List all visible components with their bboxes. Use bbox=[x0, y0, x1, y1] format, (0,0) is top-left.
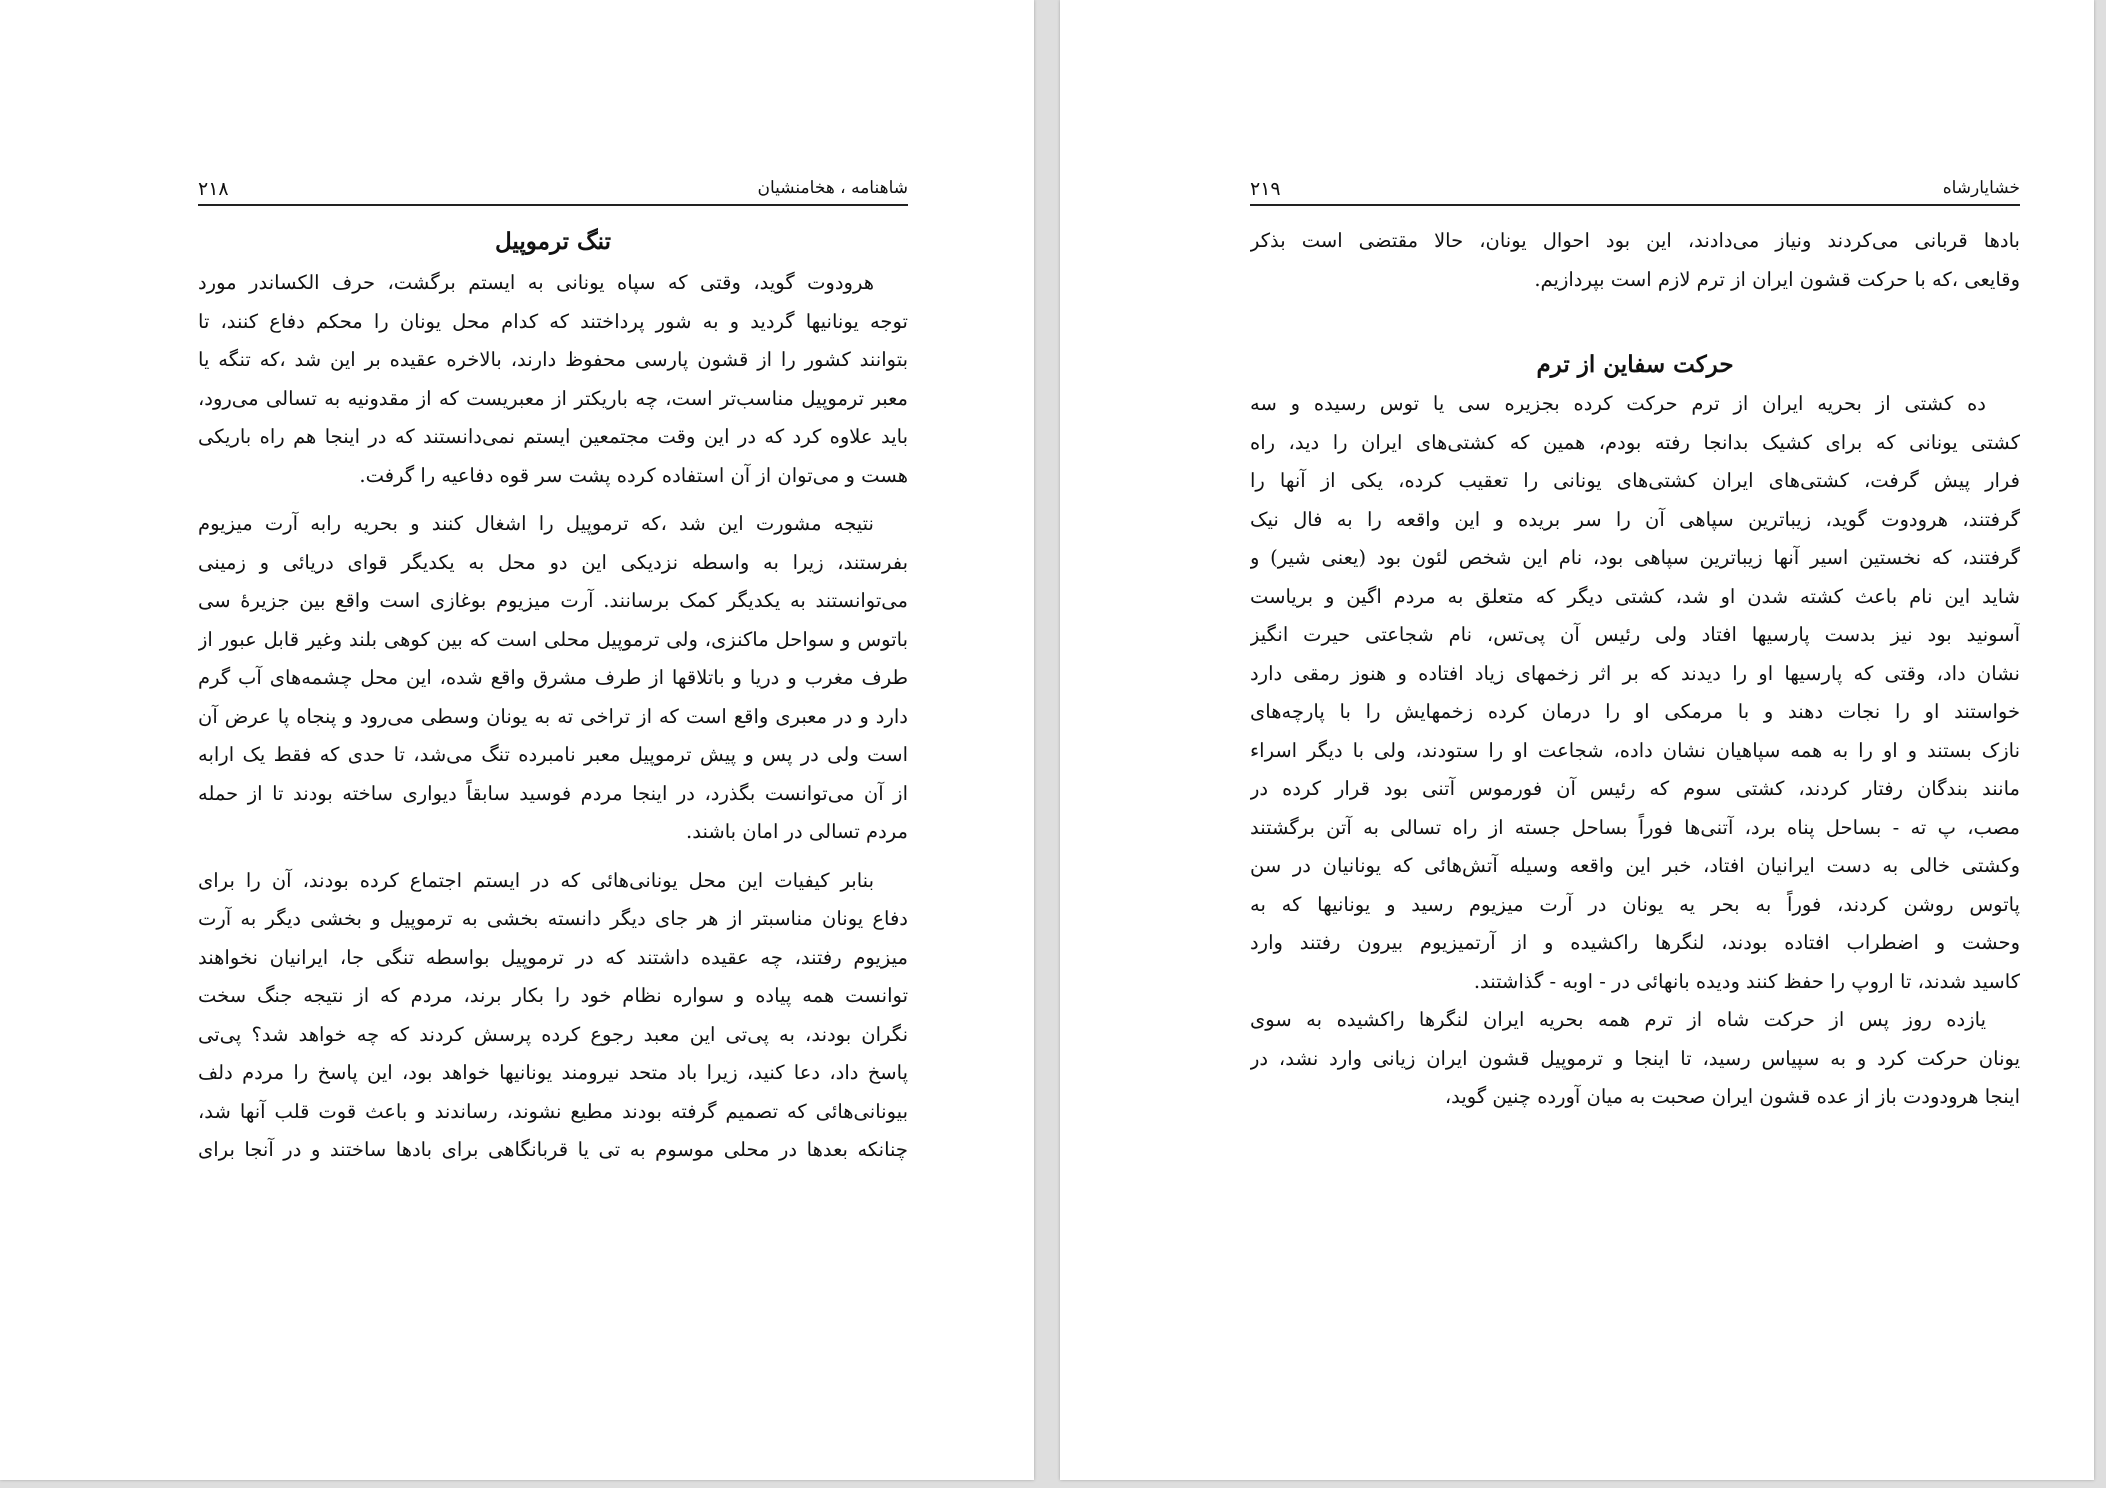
text-line: بتوانند کشور را از قشون پارسی محفوظ دارند، بالاخره عقیده بر این شد ،که تنگه یا bbox=[198, 348, 908, 371]
text-line: خواستند او را نجات دهند و با مرمکی او را درمان کرده زخمهایش را با پارچه‌های bbox=[1250, 700, 2020, 723]
page-content bbox=[198, 222, 908, 1170]
right-page bbox=[1060, 0, 2094, 1480]
text-line: میزیوم رفتند، چه عقیده داشتند که در ترموپیل بواسطه تنگی جا، ایرانیان نخواهند bbox=[198, 945, 908, 969]
paragraph bbox=[198, 264, 908, 495]
paragraph bbox=[1250, 385, 2020, 1001]
text-line: هست و می‌توان از آن استفاده کرده پشت سر قوه دفاعیه را گرفت. bbox=[359, 463, 908, 487]
text-line: بفرستند، زیرا به واسطه نزدیکی این دو محل به یکدیگر قوای دریائی و زمینی bbox=[198, 550, 908, 574]
text-line: نگران بودند، به پی‌تی این معبد رجوع کرده پرسش کردند که چه خواهد شد؟ پی‌تی bbox=[198, 1022, 908, 1046]
text-line: طرف مغرب و دریا و باتلاقها از طرف مشرق واقع شده، این محل چشمه‌های آب گرم bbox=[198, 666, 908, 689]
text-line: توجه یونانیها گردید و به شور پرداختند که کدام محل یونان را محکم دفاع کنند، تا bbox=[198, 309, 908, 333]
paragraph bbox=[1250, 1001, 2020, 1117]
text-line: مردم تسالی در امان باشند. bbox=[686, 820, 908, 843]
text-line: نشان داد، وقتی که پارسیها او را دیدند که بر اثر زخمهای زیاد افتاده و هنوز رمقی دارد bbox=[1250, 661, 2020, 685]
text-line: بنابر کیفیات این محل یونانی‌هائی که در ایستم اجتماع کرده بودند، آن را برای bbox=[198, 868, 874, 892]
paragraph bbox=[198, 505, 908, 852]
text-line: معبر ترموپیل مناسب‌تر است، چه باریکتر از معبریست که از مقدونیه به تسالی می‌رود، bbox=[198, 386, 908, 410]
left-page bbox=[0, 0, 1034, 1480]
text-line: وقایعی ،که با حرکت قشون ایران از ترم لازم است بپردازیم. bbox=[1534, 267, 2020, 291]
text-line: مصب، پ ته - بساحل پناه برد، آتنی‌ها فوراً بساحل جسته از راه تسالی به آتن برگشتند bbox=[1250, 815, 2020, 839]
text-line: چنانکه بعدها در محلی موسوم به تی یا قربانگاهی برای بادها ساختند و در آنجا برای bbox=[198, 1138, 908, 1161]
text-line: از آن می‌توانست بگذرد، در اینجا مردم فوسید سابقاً دیواری ساخته بودند تا از حمله bbox=[198, 781, 908, 805]
text-line: بیونانی‌هائی که تصمیم گرفته بودند مطیع نشوند، رساندند و باعث قوت قلب آنها شد، bbox=[198, 1099, 908, 1123]
text-line: آسونید بود نیز بدست پارسیها افتاد ولی رئیس آن پی‌تس، نام شجاعتی حیرت انگیز bbox=[1250, 623, 2020, 646]
text-line: دارد و در معبری واقع است که از تراخی ته به یونان وسطی می‌رود و پنجاه پا عرض آن bbox=[198, 704, 908, 728]
text-line: باتوس و سواحل ماکنزی، ولی ترموپیل محلی است که بین کوهی بلند وغیر قابل عبور از bbox=[198, 627, 908, 651]
text-line: است ولی در پس و پیش ترموپیل معبر نامبرده تنگ می‌شد، تا حدی که فقط یک ارابه bbox=[198, 743, 908, 766]
text-line: پاسخ داد، دعا کنید، زیرا باد متحد نیرومند یونانیها خواهد بود، این پاسخ را مردم دلف bbox=[198, 1061, 908, 1084]
paragraph bbox=[198, 862, 908, 1170]
page-number: ۲۱۸ bbox=[198, 178, 229, 200]
text-line: بادها قربانی می‌کردند ونیاز می‌دادند، این بود احوال یونان، حالا مقتضی است بذکر bbox=[1250, 229, 2020, 252]
paragraph bbox=[1250, 222, 2020, 299]
section-heading: حرکت سفاین از ترم bbox=[1536, 351, 1734, 378]
text-line: فرار پیش گرفت، کشتی‌های ایران کشتی‌های یونانی را تعقیب کرده، یکی از آنها را bbox=[1250, 469, 2020, 492]
text-line: وحشت و اضطراب افتاده بودند، لنگرها راکشیده و از آرتمیزیوم بیرون رفتند وارد bbox=[1250, 931, 2020, 954]
text-line: هرودوت گوید، وقتی که سپاه یونانی به ایستم برگشت، حرف الکساندر مورد bbox=[198, 271, 874, 294]
text-line: شاید این نام باعث کشته شدن او شد، کشتی دیگر که متعلق به مردم اگین و بریاست bbox=[1250, 584, 2020, 608]
text-line: یونان حرکت کرد و به سپیاس رسید، تا اینجا و ترموپیل قشون ایران زیانی وارد نشد، در bbox=[1250, 1046, 2020, 1070]
text-line: ده کشتی از بحریه ایران از ترم حرکت کرده بجزیره سی یا توس رسیده و سه bbox=[1250, 392, 1986, 415]
text-line: اینجا هرودودت باز از عده قشون ایران صحبت به میان آورده چنین گوید، bbox=[1444, 1085, 2020, 1108]
running-head bbox=[198, 178, 908, 206]
section-heading: تنگ ترموپیل bbox=[495, 228, 611, 255]
text-line: کاسید شدند، تا اروپ را حفظ کنند ودیده بانهائی در - اوبه - گذاشتند. bbox=[1473, 969, 2020, 993]
text-line: گرفتند، هرودوت گوید، زیباترین سپاهی آن را سر بریده و این واقعه را به فال نیک bbox=[1250, 507, 2020, 531]
running-title: خشایارشاه bbox=[1942, 178, 2020, 198]
page-number: ۲۱۹ bbox=[1250, 178, 1281, 200]
text-line: دفاع یونان مناسبتر از هر جای دیگر دانسته بخشی به ترموپیل و بخشی دیگر به آرت bbox=[198, 907, 908, 930]
text-line: پاتوس روشن کردند، فوراً به بحر یه یونان در آرت میزیوم رسید و یونانیها که به bbox=[1250, 892, 2020, 916]
text-line: کشتی یونانی که برای کشیک بدانجا رفته بودم، همین که کشتی‌های ایران را دید، راه bbox=[1250, 430, 2020, 454]
running-title: شاهنامه ، هخامنشیان bbox=[757, 178, 908, 198]
running-head bbox=[1250, 178, 2020, 206]
page-content bbox=[1250, 222, 2020, 1117]
text-line: نازک بستند و او را به همه سپاهیان نشان داده، شجاعت او را ستودند، ولی با دیگر اسراء bbox=[1250, 738, 2020, 762]
text-line: گرفتند، که نخستین اسیر آنها زیباترین سپاهی بود، نام این شخص لئون بود (یعنی شیر) و bbox=[1250, 546, 2020, 569]
text-line: می‌توانستند به یکدیگر کمک برسانند. آرت میزیوم بوغازی است واقع بین جزیرهٔ سی bbox=[198, 589, 908, 612]
text-line: مانند بندگان رفتار کردند، کشتی سوم که رئیس آن فورموس آتنی بود قرار کرده در bbox=[1250, 777, 2020, 800]
text-line: وکشتی خالی به دست ایرانیان افتاد، خبر این واقعه وسیله آتش‌هائی که یونانیان در سن bbox=[1250, 854, 2020, 877]
text-line: توانست همه پیاده و سواره نظام خود را بکار برند، مردم که از نتیجه جنگ سخت bbox=[198, 984, 908, 1007]
text-line: نتیجه مشورت این شد ،که ترموپیل را اشغال کنند و بحریه رابه آرت میزیوم bbox=[198, 512, 874, 535]
text-line: باید علاوه کرد که در این وقت مجتمعین ایستم نمی‌دانستند که در اینجا هم راه باریکی bbox=[198, 425, 908, 448]
text-line: یازده روز پس از حرکت شاه از ترم همه بحریه ایران لنگرها راکشیده به سوی bbox=[1250, 1008, 1986, 1031]
